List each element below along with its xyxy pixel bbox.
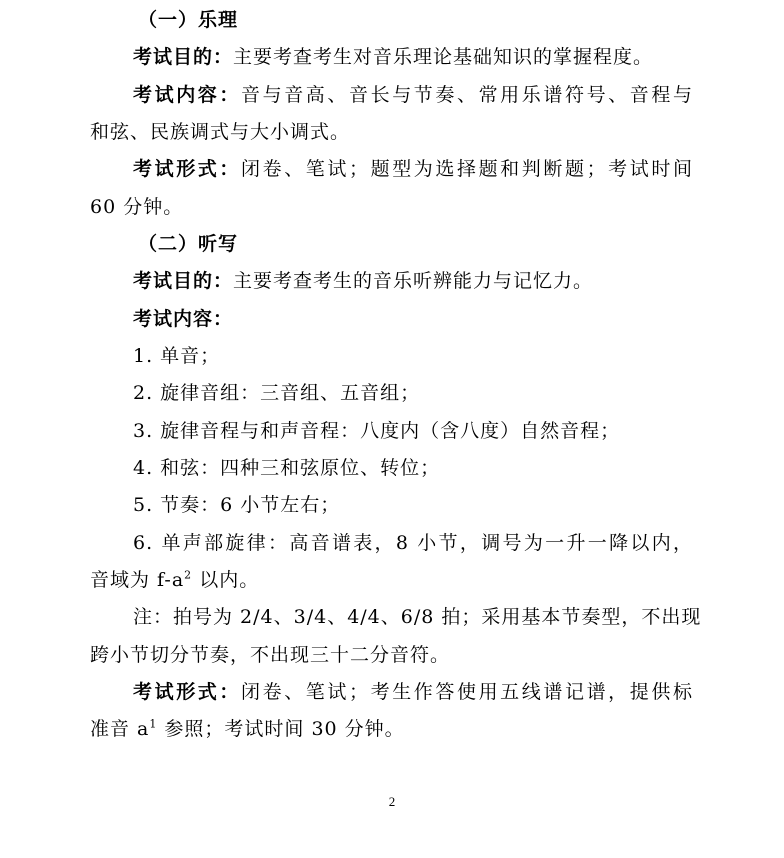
list-item: 6. 单声部旋律：高音谱表，8 小节，调号为一升一降以内， xyxy=(133,532,693,554)
section1-form-line1 xyxy=(133,156,693,182)
section1-purpose xyxy=(133,44,693,70)
section1-form-label: 考试形式： xyxy=(133,158,241,180)
form-line2-sup: 1 xyxy=(149,717,158,731)
section1-content-line2: 和弦、民族调式与大小调式。 xyxy=(90,121,351,143)
section1-purpose-label: 考试目的： xyxy=(133,46,234,68)
section2-purpose-label: 考试目的： xyxy=(133,270,234,292)
list-item: 5. 节奏：6 小节左右； xyxy=(133,494,341,516)
list-item: 1. 单音； xyxy=(133,345,221,367)
section1-content-line1 xyxy=(133,82,693,108)
list-item: 4. 和弦：四种三和弦原位、转位； xyxy=(133,457,441,479)
section1-content-label: 考试内容： xyxy=(133,84,241,106)
list-item: 2. 旋律音组：三音组、五音组； xyxy=(133,382,421,404)
range-sup: 2 xyxy=(184,568,193,582)
section2-form-line2 xyxy=(90,716,700,742)
section1-heading: （一）乐理 xyxy=(138,9,239,31)
section1-purpose-text: 主要考查考生对音乐理论基础知识的掌握程度。 xyxy=(233,46,654,68)
section1-form-line2: 60 分钟。 xyxy=(90,196,184,218)
section2-purpose xyxy=(133,268,693,294)
range-suffix: 以内。 xyxy=(192,569,260,591)
form-line2-prefix: 准音 a xyxy=(90,718,150,740)
section2-form-line1 xyxy=(133,679,693,705)
section2-note-line1: 注：拍号为 2/4、3/4、4/4、6/8 拍；采用基本节奏型，不出现 xyxy=(133,606,702,628)
section2-heading: （二）听写 xyxy=(138,233,239,255)
section2-content-label: 考试内容： xyxy=(133,308,234,330)
section2-purpose-text: 主要考查考生的音乐听辨能力与记忆力。 xyxy=(233,270,594,292)
form-line2-suffix: 参照；考试时间 30 分钟。 xyxy=(157,718,405,740)
range-prefix: 音域为 f-a xyxy=(90,569,185,591)
section2-form-label: 考试形式： xyxy=(133,681,241,703)
section2-form-text-1: 闭卷、笔试；考生作答使用五线谱记谱，提供标 xyxy=(241,681,693,703)
list-item: 3. 旋律音程与和声音程：八度内（含八度）自然音程； xyxy=(133,420,621,442)
page-number: 2 xyxy=(388,794,396,809)
section1-form-text-1: 闭卷、笔试；题型为选择题和判断题；考试时间 xyxy=(241,158,693,180)
section2-range-line xyxy=(90,567,700,593)
section1-content-text-1: 音与音高、音长与节奏、常用乐谱符号、音程与 xyxy=(241,84,693,106)
section2-note-line2: 跨小节切分节奏，不出现三十二分音符。 xyxy=(90,644,451,666)
